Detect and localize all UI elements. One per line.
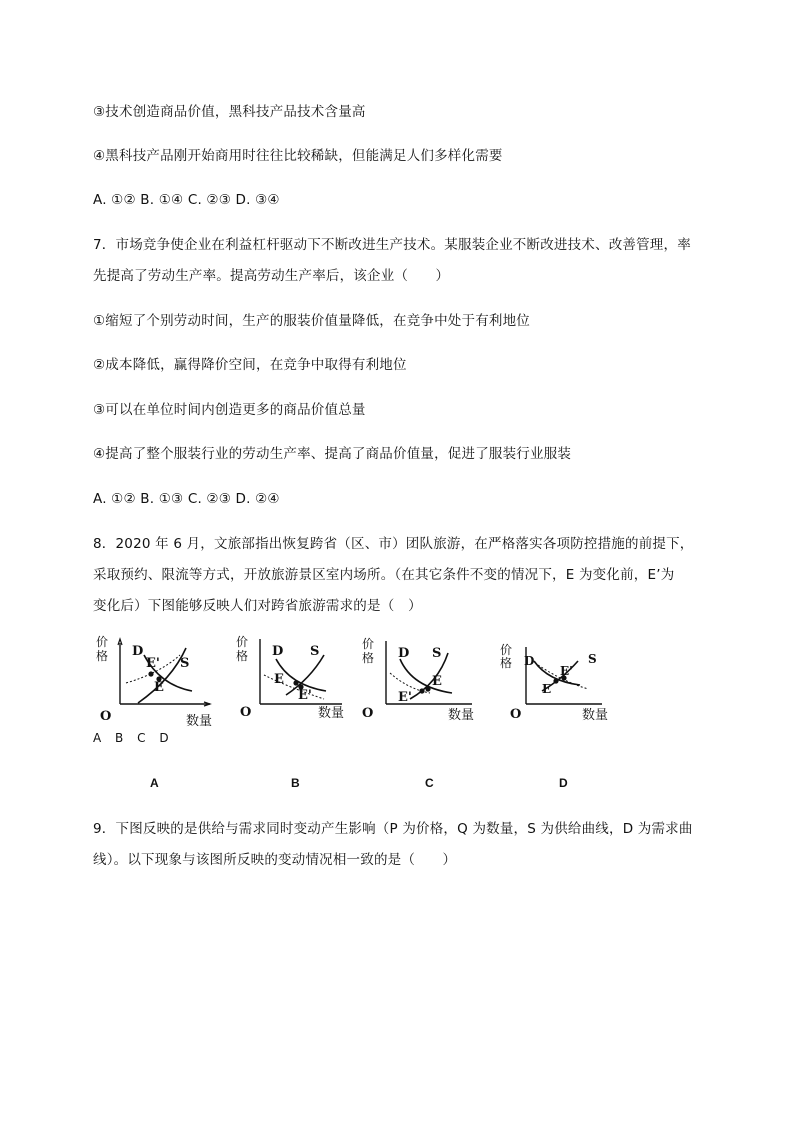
svg-text:S: S (588, 652, 597, 666)
svg-text:E: E (542, 682, 552, 696)
svg-text:S: S (432, 646, 442, 661)
svg-text:格: 格 (500, 656, 513, 670)
svg-text:E': E' (398, 690, 412, 705)
svg-text:E: E (274, 672, 284, 687)
svg-text:价: 价 (362, 637, 375, 651)
svg-text:S: S (310, 644, 320, 659)
q7-option-1: ①缩短了个别劳动时间，生产的服装价值量降低，在竞争中处于有利地位 (93, 313, 531, 329)
svg-text:价: 价 (500, 643, 513, 657)
svg-text:E: E (432, 674, 442, 689)
q7-option-2: ②成本降低，赢得降价空间，在竞争中取得有利地位 (93, 357, 407, 373)
question-8-line-2: 采取预约、限流等方式，开放旅游景区室内场所。（在其它条件不变的情况下，E 为变化前，E’为 (93, 567, 675, 583)
q7-option-3: ③可以在单位时间内创造更多的商品价值总量 (93, 402, 366, 418)
question-7-line-2: 先提高了劳动生产率。提高劳动生产率后，该企业（ ） (93, 268, 450, 284)
svg-text:E': E' (560, 664, 573, 678)
caption-b: B (291, 776, 300, 790)
figure-d (498, 633, 638, 728)
figure-a (90, 633, 220, 728)
svg-text:格: 格 (236, 649, 249, 663)
figure-c (362, 633, 508, 728)
svg-text:E: E (154, 680, 164, 695)
svg-text:O: O (362, 706, 374, 721)
question-8-line-1: 8．2020 年 6 月，文旅部指出恢复跨省（区、市）团队旅游，在严格落实各项防控措施的前提下， (93, 536, 694, 552)
svg-text:D: D (398, 646, 410, 661)
svg-text:O: O (240, 705, 252, 720)
svg-text:S: S (180, 656, 190, 671)
origin-label: O (100, 709, 112, 724)
supply-demand-figures (90, 633, 630, 733)
caption-a: A (150, 776, 159, 790)
svg-text:D: D (272, 644, 284, 659)
svg-text:D: D (524, 654, 535, 668)
small-figure-labels: A B C D (93, 731, 169, 745)
q7-option-4: ④提高了整个服装行业的劳动生产率、提高了商品价值量，促进了服装行业服装 (93, 446, 572, 462)
svg-text:E': E' (298, 688, 312, 703)
price-label-bottom: 格 (96, 649, 109, 663)
caption-c: C (425, 776, 434, 790)
question-7-line-1: 7．市场竞争使企业在利益杠杆驱动下不断改进生产技术。某服装企业不断改进技术、改善管理，率 (93, 237, 691, 253)
question-8-line-3: 变化后）下图能够反映人们对跨省旅游需求的是（ ） (93, 598, 422, 614)
svg-text:E': E' (146, 656, 160, 671)
option-3-text: ③技术创造商品价值，黑科技产品技术含量高 (93, 104, 366, 120)
svg-text:格: 格 (362, 651, 375, 665)
svg-text:价: 价 (236, 635, 249, 649)
svg-text:数量: 数量 (582, 708, 609, 723)
figure-b (230, 633, 360, 728)
price-label-top: 价 (96, 635, 109, 649)
question-9-line-2: 线）。以下现象与该图所反映的变动情况相一致的是（ ） (93, 852, 457, 868)
svg-text:D: D (132, 644, 144, 659)
option-4-text: ④黑科技产品刚开始商用时往往比较稀缺，但能满足人们多样化需要 (93, 148, 503, 164)
svg-text:数量: 数量 (318, 706, 345, 721)
svg-text:数量: 数量 (448, 708, 475, 723)
caption-d: D (559, 776, 568, 790)
quantity-label: 数量 (186, 714, 213, 729)
answer-choices-q6: A. ①② B. ①④ C. ②③ D. ③④ (93, 192, 280, 208)
svg-text:O: O (510, 707, 522, 722)
question-9-line-1: 9．下图反映的是供给与需求同时变动产生影响（P 为价格，Q 为数量，S 为供给曲线，D 为需求曲 (93, 821, 693, 837)
answer-choices-q7: A. ①② B. ①③ C. ②③ D. ②④ (93, 491, 280, 507)
